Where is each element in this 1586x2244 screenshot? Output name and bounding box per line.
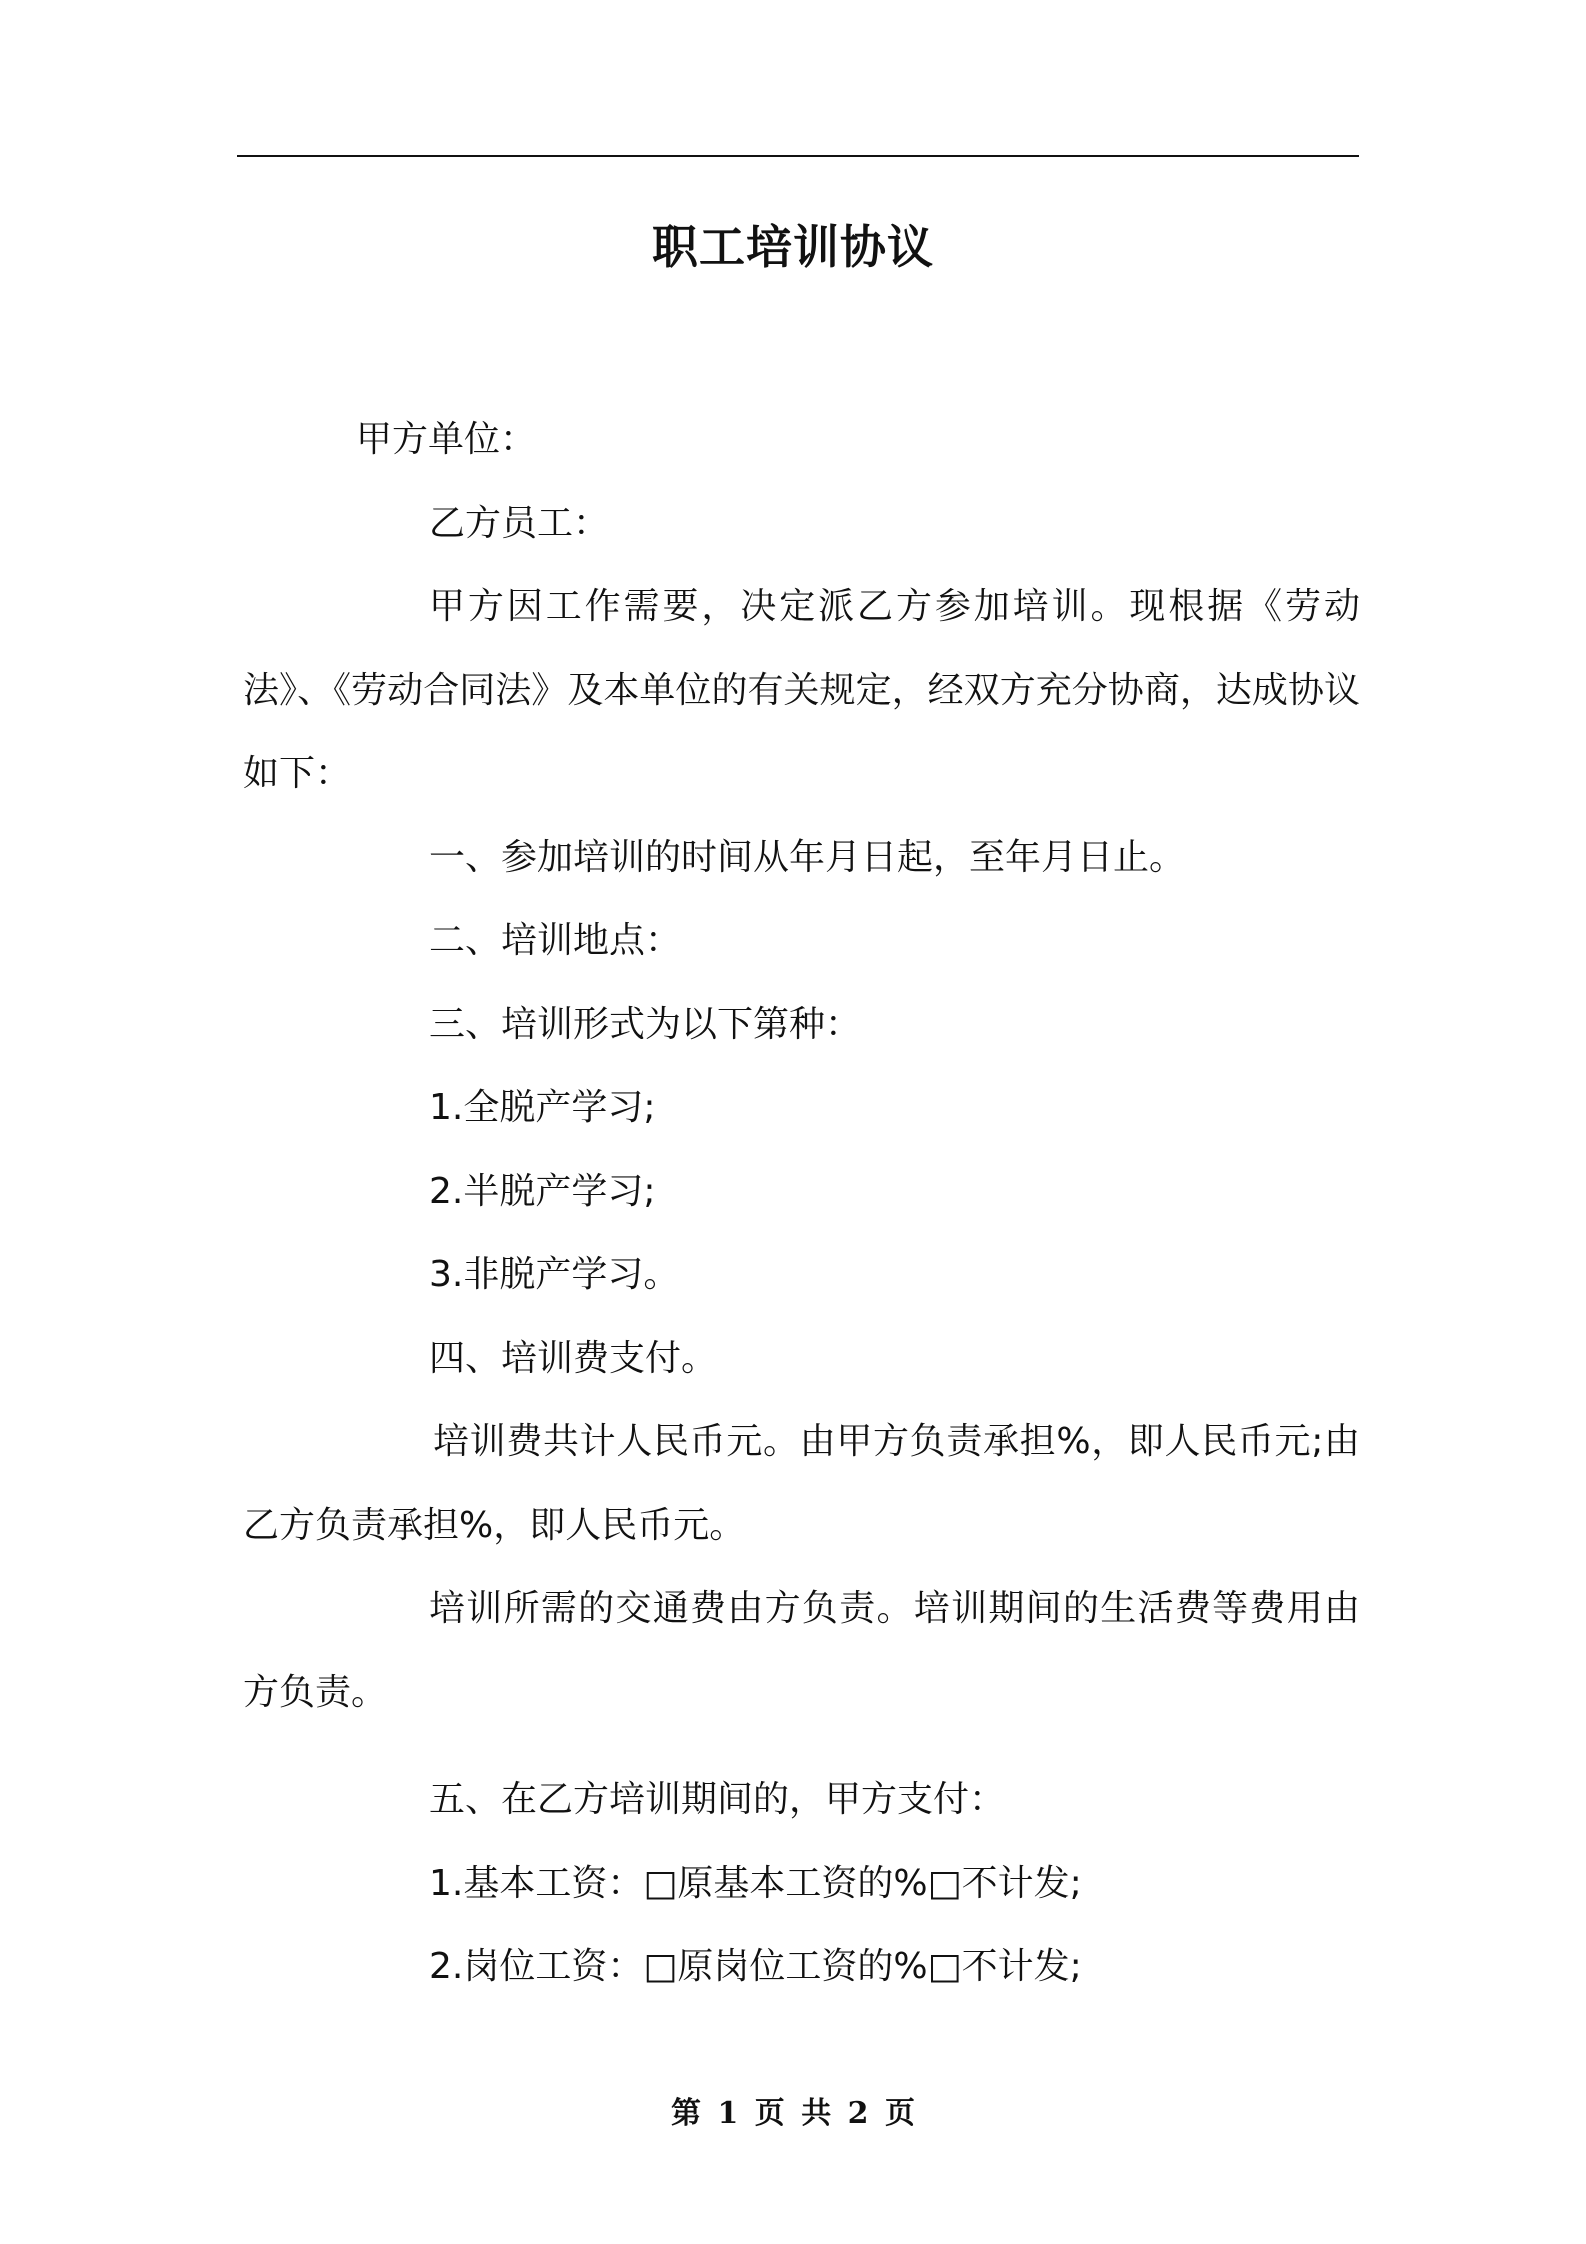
salary-item-position-wage: 2.岗位工资：□原岗位工资的%□不计发; [429, 1946, 1082, 1987]
preamble-paragraph: 甲方因工作需要，决定派乙方参加培训。现根据《劳动法》、《劳动合同法》及本单位的有关规定，经双方充分协商，达成协议如下： [243, 586, 1360, 794]
page-number-footer: 第 1 页 共 2 页 [671, 2096, 915, 2131]
format-option-on-job: 3.非脱产学习。 [429, 1254, 680, 1295]
party-a-line: 甲方单位： [356, 419, 537, 460]
document-body [243, 398, 1360, 2009]
format-option-part-time: 2.半脱产学习; [429, 1170, 656, 1212]
salary-item-basic-wage: 1.基本工资：□原基本工资的%□不计发; [429, 1862, 1082, 1904]
party-b-line: 乙方员工： [429, 502, 610, 544]
fee-split-paragraph: 培训费共计人民币元。由甲方负责承担%，即人民币元;由乙方负责承担%，即人民币元。 [243, 1421, 1360, 1546]
clause-training-period: 一、参加培训的时间从年月日起，至年月日止。 [429, 836, 1186, 878]
clause-training-location: 二、培训地点： [429, 920, 682, 961]
expenses-paragraph: 培训所需的交通费由方负责。培训期间的生活费等费用由方负责。 [243, 1588, 1360, 1713]
document-title: 职工培训协议 [652, 220, 934, 274]
clause-training-fee: 四、培训费支付。 [429, 1337, 718, 1379]
format-option-full-time: 1.全脱产学习; [429, 1087, 656, 1128]
header-rule [237, 155, 1359, 157]
clause-training-format: 三、培训形式为以下第种： [429, 1003, 862, 1045]
clause-salary-during-training: 五、在乙方培训期间的，甲方支付： [429, 1779, 1006, 1820]
